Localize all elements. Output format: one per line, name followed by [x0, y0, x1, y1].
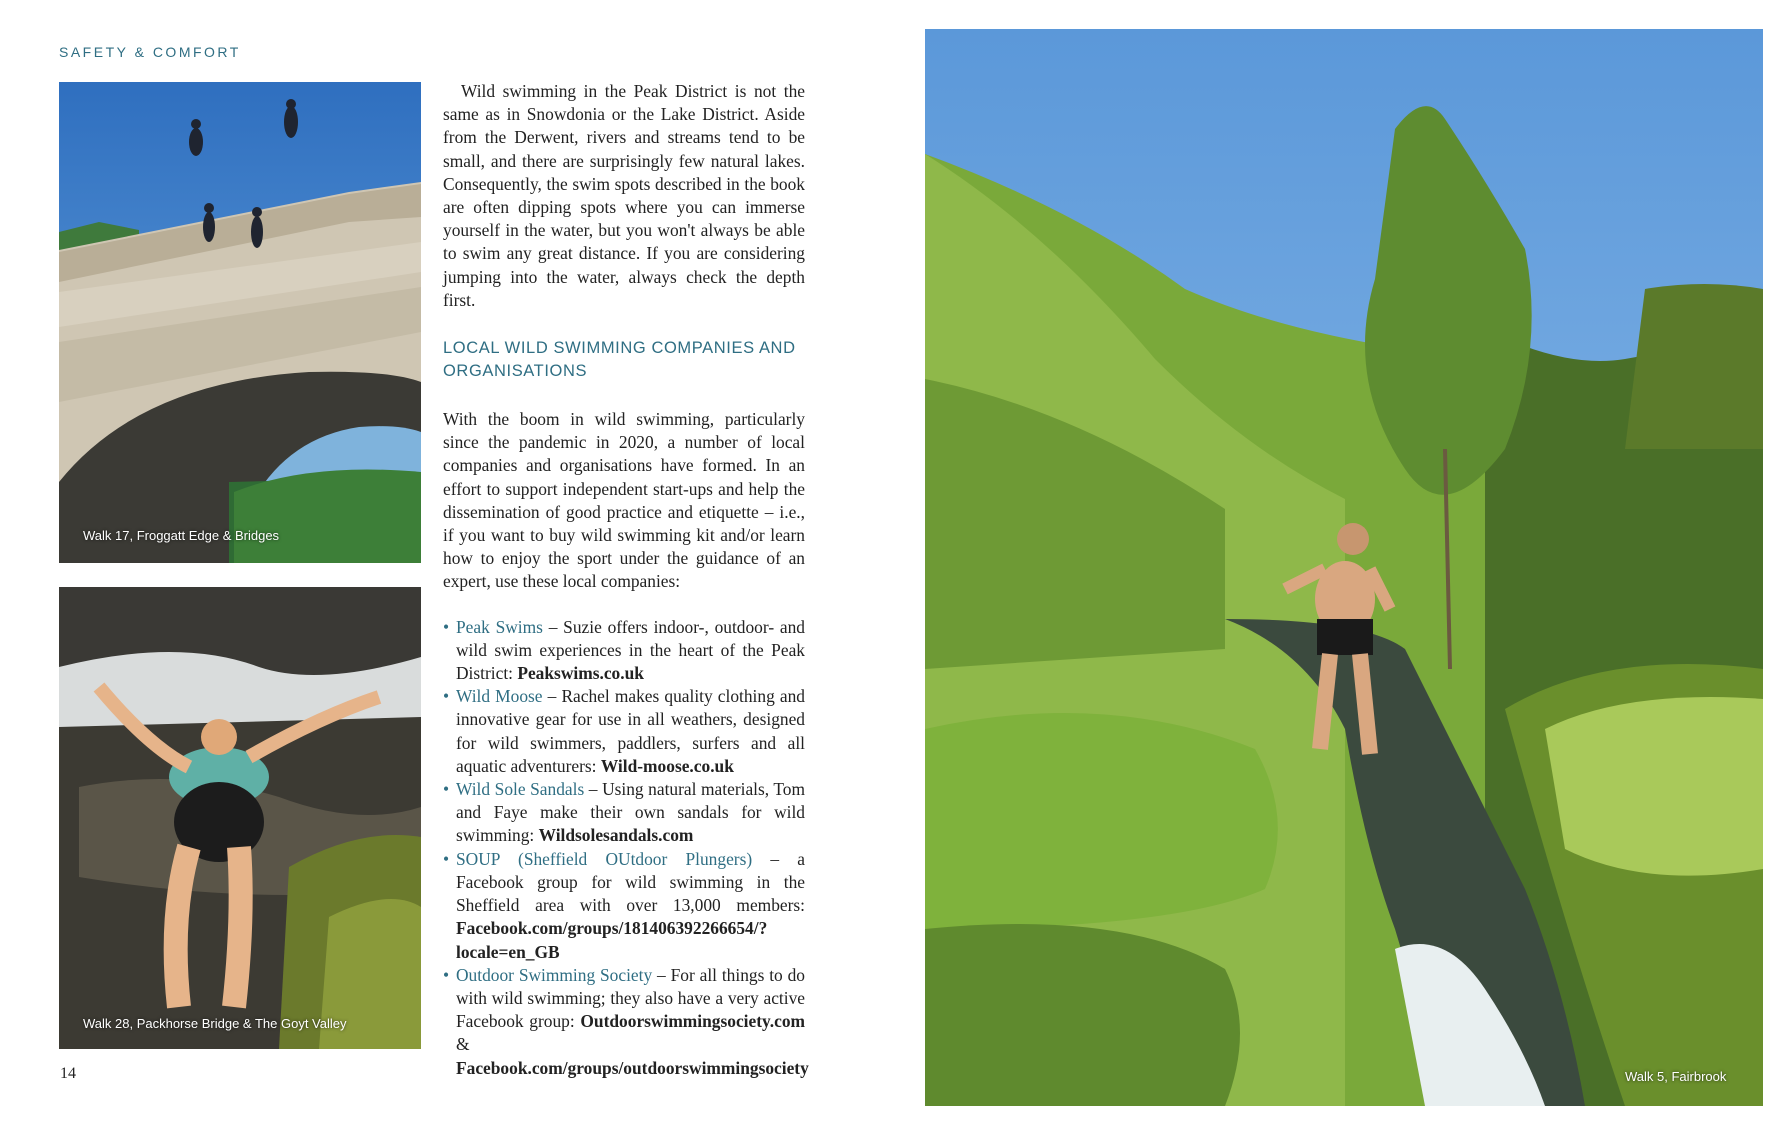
- list-item: [443, 964, 809, 1080]
- company-website: Facebook.com/groups/181406392266654/?locale=en_GB: [456, 918, 768, 962]
- company-name: Wild Sole Sandals: [456, 779, 585, 800]
- company-description: – a Facebook group for wild swimming in the Sheffield area with over 13,000 members:: [456, 848, 805, 916]
- company-name: Peak Swims: [456, 616, 543, 637]
- company-description: – Rachel makes quality clothing and innovative gear for use in all weathers, designed for wild swimmers, paddlers, surfers and all aquatic adventurers:: [456, 686, 805, 776]
- list-item: [443, 778, 805, 848]
- company-website: Peakswims.co.uk: [517, 663, 644, 684]
- company-name: Outdoor Swimming Society: [456, 964, 653, 985]
- company-description: – Suzie offers indoor-, outdoor- and wild swim experiences in the heart of the Peak District:: [456, 616, 805, 684]
- page-number: 14: [60, 1065, 76, 1082]
- photo-bridge-jumping: [59, 82, 421, 563]
- list-item: [443, 616, 805, 686]
- section-body: With the boom in wild swimming, particularly since the pandemic in 2020, a number of local companies and organisations have formed. In an effort to support independent start-ups and help the dissemination of good practice and etiquette – i.e., if you want to buy wild swimming kit and/or learn how to enjoy the sport under the guidance of an expert, use these local companies:: [443, 409, 805, 592]
- photo-caption-froggatt: Walk 17, Froggatt Edge & Bridges: [83, 528, 280, 543]
- company-website-extra: Facebook.com/groups/outdoorswimmingsociety: [456, 1057, 809, 1078]
- section-heading: LOCAL WILD SWIMMING COMPANIES AND ORGANISATIONS: [443, 339, 796, 381]
- photo-floating-swimmer: [59, 587, 421, 1049]
- section-header: SAFETY & COMFORT: [59, 44, 241, 60]
- company-description: – Using natural materials, Tom and Faye make their own sandals for wild swimming:: [456, 779, 805, 846]
- company-website: Outdoorswimmingsociety.com: [580, 1011, 805, 1032]
- article-text: [443, 80, 809, 1080]
- list-item: [443, 685, 805, 778]
- company-website: Wildsolesandals.com: [538, 825, 694, 846]
- list-item: [443, 848, 805, 964]
- company-description: – For all things to do with wild swimming; they also have a very active Facebook group:: [456, 964, 805, 1032]
- photo-caption-fairbrook: Walk 5, Fairbrook: [1625, 1069, 1727, 1084]
- company-description-extra: &: [456, 1034, 470, 1055]
- photo-stream-jump: [925, 29, 1763, 1106]
- photo-caption-goyt: Walk 28, Packhorse Bridge & The Goyt Valley: [83, 1016, 347, 1031]
- company-name: SOUP (Sheffield OUtdoor Plungers): [456, 848, 753, 869]
- company-name: Wild Moose: [456, 686, 543, 707]
- intro-paragraph: Wild swimming in the Peak District is not the same as in Snowdonia or the Lake District. Aside from the Derwent, rivers and streams tend to be small, and there are surprisingly few natural lakes. Consequently, the swim spots described in the book are often dipping spots where you can immerse yourself in the water, but you won't always be able to swim any great distance. If you are considering jumping into the water, always check the depth first.: [443, 81, 805, 310]
- company-website: Wild-moose.co.uk: [600, 755, 734, 776]
- company-list: [443, 616, 809, 1080]
